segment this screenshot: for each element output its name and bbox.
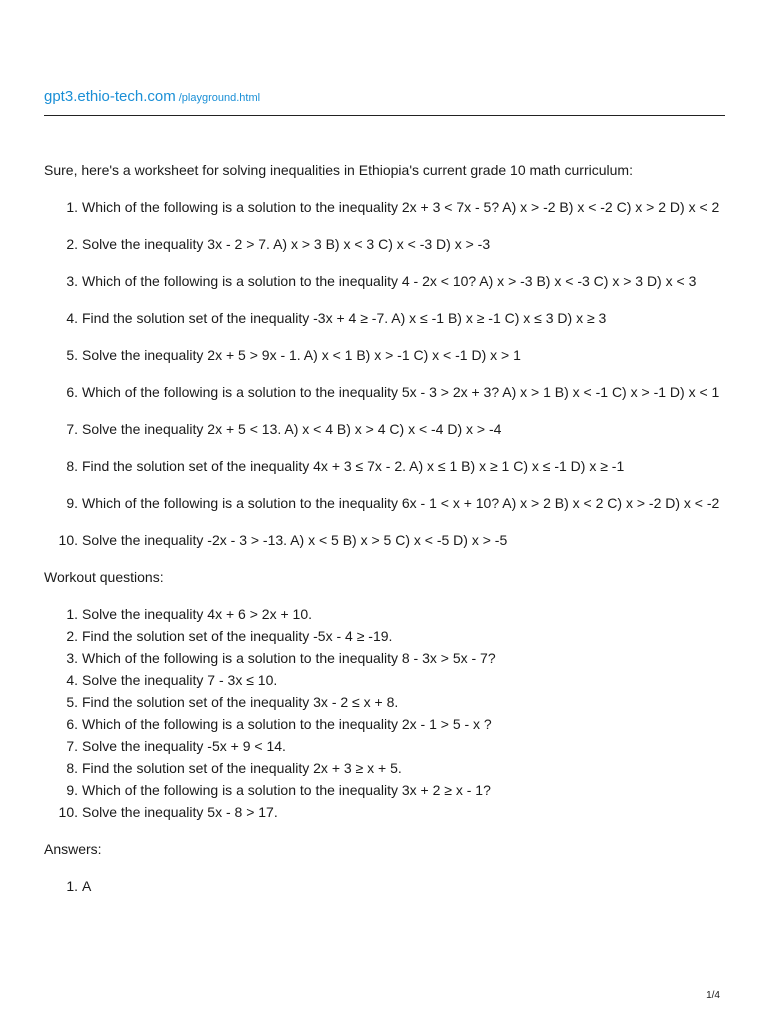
- item-number: 5.: [66, 347, 78, 363]
- item-number: 3.: [66, 650, 78, 666]
- site-path-link[interactable]: /playground.html: [178, 92, 261, 104]
- list-item: [44, 308, 724, 329]
- list-item: [44, 692, 724, 713]
- site-domain-link[interactable]: gpt3.ethio-tech.com: [44, 88, 176, 105]
- item-text: Solve the inequality 5x - 8 > 17.: [82, 804, 278, 820]
- item-number: 7.: [66, 738, 78, 754]
- list-item: [44, 626, 724, 647]
- list-item: [44, 604, 724, 625]
- list-item: [44, 648, 724, 669]
- item-text: Solve the inequality 7 - 3x ≤ 10.: [82, 672, 278, 688]
- item-text: Solve the inequality 2x + 5 < 13. A) x < 4 B) x > 4 C) x < -4 D) x > -4: [82, 421, 502, 437]
- list-item: [44, 271, 724, 292]
- list-item: [44, 530, 724, 551]
- list-item: [44, 419, 724, 440]
- item-number: 10.: [58, 804, 78, 820]
- item-text: Solve the inequality 3x - 2 > 7. A) x > 3 B) x < 3 C) x < -3 D) x > -3: [82, 236, 491, 252]
- item-text: Find the solution set of the inequality -5x - 4 ≥ -19.: [82, 628, 393, 644]
- answers-list: [44, 876, 724, 897]
- workout-list: [44, 604, 724, 823]
- item-number: 1.: [66, 606, 78, 622]
- item-text: Solve the inequality -5x + 9 < 14.: [82, 738, 286, 754]
- item-number: 5.: [66, 694, 78, 710]
- item-text: Solve the inequality 2x + 5 > 9x - 1. A) x < 1 B) x > -1 C) x < -1 D) x > 1: [82, 347, 521, 363]
- list-item: [44, 714, 724, 735]
- item-number: 8.: [66, 458, 78, 474]
- item-number: 2.: [66, 628, 78, 644]
- item-text: Find the solution set of the inequality 4x + 3 ≤ 7x - 2. A) x ≤ 1 B) x ≥ 1 C) x ≤ -1 D) x ≥ -1: [82, 458, 625, 474]
- page-number: 1/4: [706, 990, 720, 1001]
- worksheet-content: [44, 160, 724, 897]
- list-item: [44, 758, 724, 779]
- item-text: Which of the following is a solution to the inequality 6x - 1 < x + 10? A) x > 2 B) x < 2 C) x > -2 D) x < -2: [82, 495, 720, 511]
- item-text: Which of the following is a solution to the inequality 5x - 3 > 2x + 3? A) x > 1 B) x < -1 C) x > -1 D) x < 1: [82, 384, 720, 400]
- list-item: [44, 382, 724, 403]
- item-text: Find the solution set of the inequality 3x - 2 ≤ x + 8.: [82, 694, 399, 710]
- item-text: A: [82, 878, 92, 894]
- list-item: [44, 234, 724, 255]
- item-text: Solve the inequality -2x - 3 > -13. A) x < 5 B) x > 5 C) x < -5 D) x > -5: [82, 532, 508, 548]
- item-number: 9.: [66, 782, 78, 798]
- item-number: 9.: [66, 495, 78, 511]
- list-item: [44, 802, 724, 823]
- item-text: Which of the following is a solution to the inequality 8 - 3x > 5x - 7?: [82, 650, 496, 666]
- item-number: 1.: [66, 878, 78, 894]
- mcq-list: [44, 197, 724, 551]
- item-number: 8.: [66, 760, 78, 776]
- item-text: Which of the following is a solution to the inequality 3x + 2 ≥ x - 1?: [82, 782, 491, 798]
- answers-heading: Answers:: [44, 841, 102, 857]
- workout-heading: Workout questions:: [44, 569, 164, 585]
- item-number: 3.: [66, 273, 78, 289]
- list-item: [44, 493, 724, 514]
- item-number: 2.: [66, 236, 78, 252]
- list-item: [44, 876, 724, 897]
- item-text: Find the solution set of the inequality -3x + 4 ≥ -7. A) x ≤ -1 B) x ≥ -1 C) x ≤ 3 D) x ≥ 3: [82, 310, 607, 326]
- item-number: 4.: [66, 310, 78, 326]
- item-number: 10.: [58, 532, 78, 548]
- item-number: 6.: [66, 384, 78, 400]
- list-item: [44, 736, 724, 757]
- item-number: 6.: [66, 716, 78, 732]
- item-text: Find the solution set of the inequality 2x + 3 ≥ x + 5.: [82, 760, 402, 776]
- list-item: [44, 780, 724, 801]
- item-number: 4.: [66, 672, 78, 688]
- item-number: 7.: [66, 421, 78, 437]
- item-text: Which of the following is a solution to the inequality 2x + 3 < 7x - 5? A) x > -2 B) x < -2 C) x > 2 D) x < 2: [82, 199, 720, 215]
- list-item: [44, 456, 724, 477]
- item-text: Which of the following is a solution to the inequality 4 - 2x < 10? A) x > -3 B) x < -3 C) x > 3 D) x < 3: [82, 273, 697, 289]
- workout-section: [44, 604, 724, 823]
- item-text: Which of the following is a solution to the inequality 2x - 1 > 5 - x ?: [82, 716, 492, 732]
- item-text: Solve the inequality 4x + 6 > 2x + 10.: [82, 606, 312, 622]
- list-item: [44, 345, 724, 366]
- page-header: [44, 88, 725, 116]
- list-item: [44, 197, 724, 218]
- intro-text: Sure, here's a worksheet for solving inequalities in Ethiopia's current grade 10 math curriculum:: [44, 162, 633, 178]
- list-item: [44, 670, 724, 691]
- item-number: 1.: [66, 199, 78, 215]
